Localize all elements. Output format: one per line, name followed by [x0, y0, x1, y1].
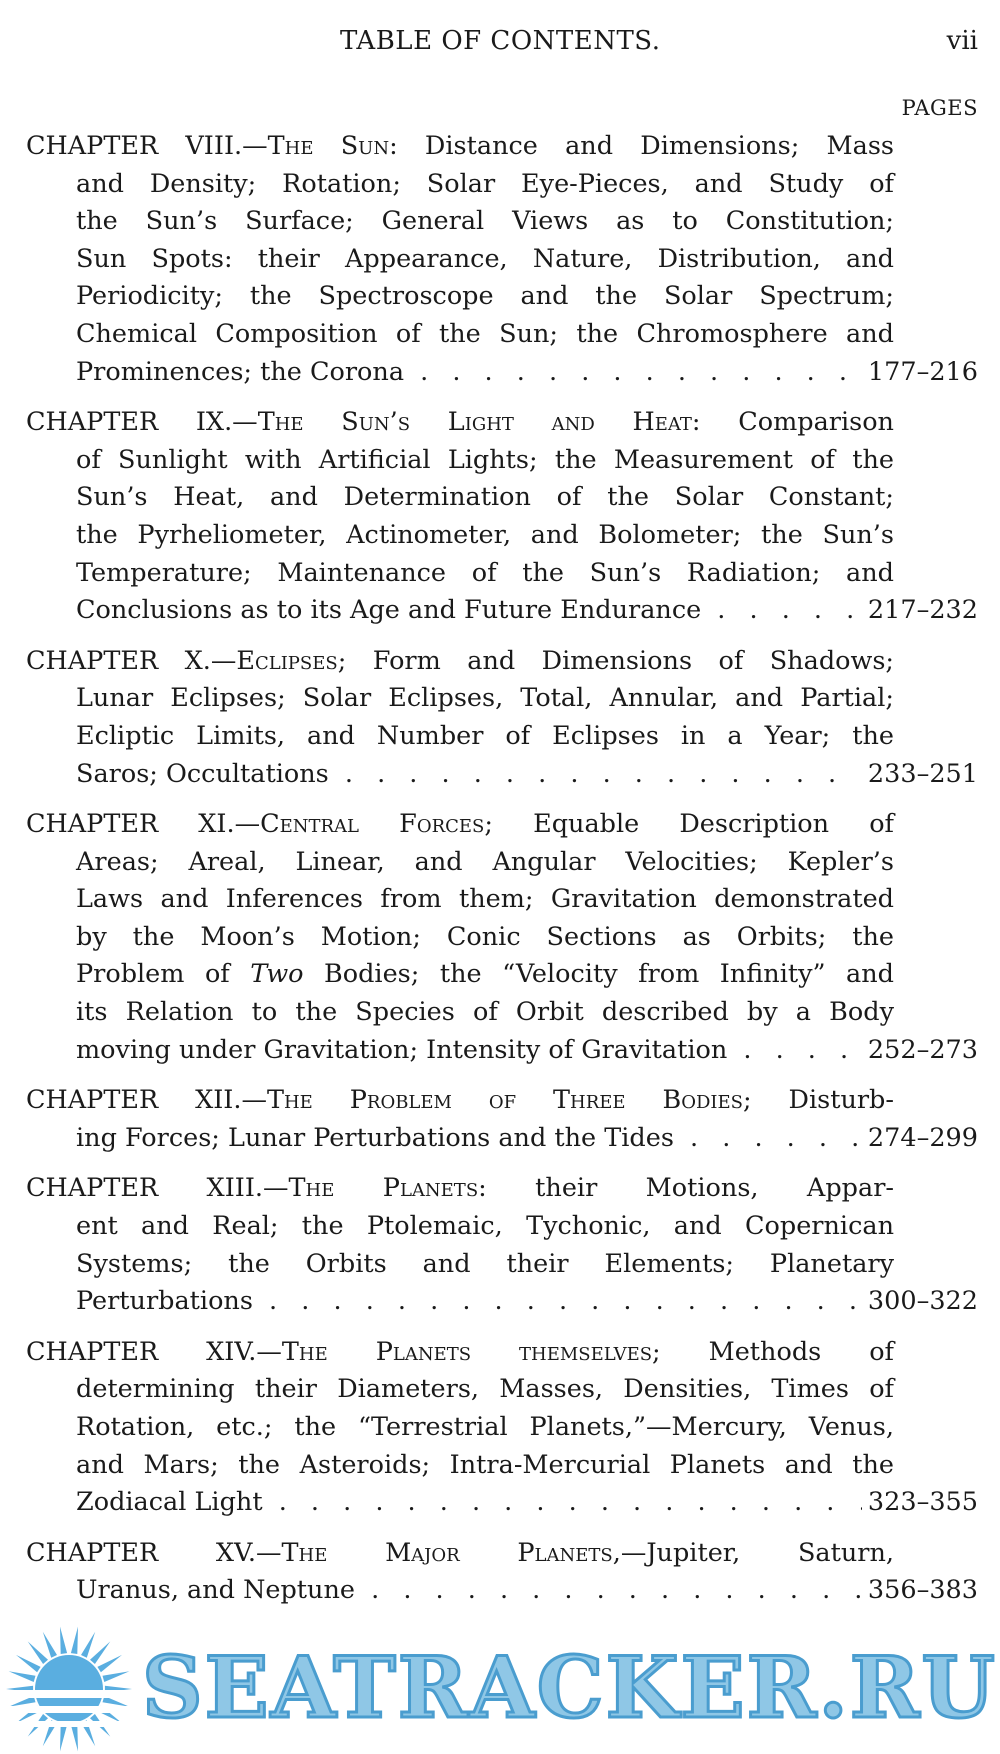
watermark-text: SEATRACKER.RU [142, 1638, 997, 1737]
toc-page-range: 274–299 [862, 1120, 978, 1158]
sun-ray [28, 1641, 48, 1664]
toc-line [26, 994, 978, 1032]
toc-line-text: moving under Gravitation; Intensity of Gravitation . . . [76, 1032, 978, 1070]
toc-page-range: 300–322 [862, 1283, 978, 1321]
toc-line-text: Periodicity; the Spectroscope and the Solar Spectrum; [76, 281, 894, 312]
toc-line [26, 203, 978, 241]
toc-line [26, 1371, 978, 1409]
sun-ray [60, 1724, 67, 1751]
sun-ray [9, 1671, 36, 1682]
toc-line [26, 555, 978, 593]
toc-line [26, 1572, 978, 1610]
toc-entry [26, 404, 978, 630]
toc-line-text: Conclusions as to its Age and Future Endurance . . . [76, 592, 978, 630]
toc-line [26, 643, 978, 681]
toc-page-range: 177–216 [862, 354, 978, 392]
toc-line-text: CHAPTER XV.—The Major Planets,—Jupiter, Saturn, [26, 1537, 895, 1568]
toc-line-text: Temperature; Maintenance of the Sun’s Radiation; and [76, 557, 894, 588]
toc-line-text: Prominences; the Corona . . . [76, 354, 978, 392]
toc-line [26, 354, 978, 392]
toc-line [26, 1535, 978, 1573]
toc-page-range: 323–355 [862, 1484, 978, 1522]
toc-line [26, 592, 978, 630]
toc-entry [26, 128, 978, 391]
toc-line [26, 1409, 978, 1447]
toc-line [26, 128, 978, 166]
toc-line-text: CHAPTER IX.—The Sun’s Light and Heat: Comparison [26, 407, 894, 438]
sun-ray [103, 1671, 130, 1682]
toc-line [26, 1447, 978, 1485]
watermark [0, 1620, 1000, 1750]
toc-line [26, 1246, 978, 1284]
toc-line-text: CHAPTER XII.—The Problem of Three Bodies; Disturb- [26, 1085, 894, 1116]
toc-line [26, 166, 978, 204]
toc-line-text: Areas; Areal, Linear, and Angular Velocities; Kepler’s [76, 846, 894, 877]
toc-line [26, 1170, 978, 1208]
toc-line-text: Uranus, and Neptune . . . [76, 1572, 978, 1610]
toc-line [26, 1082, 978, 1120]
toc-entry [26, 1082, 978, 1157]
page-title: TABLE OF CONTENTS. [340, 26, 661, 56]
toc-line-text: CHAPTER XIII.—The Planets: their Motions, Appar- [26, 1173, 895, 1204]
toc-line-text: ing Forces; Lunar Perturbations and the Tides . . . [76, 1120, 978, 1158]
toc-line-text: Ecliptic Limits, and Number of Eclipses in a Year; the [76, 720, 894, 751]
toc-line [26, 1283, 978, 1321]
toc-line-text: its Relation to the Species of Orbit described by a Body [76, 997, 894, 1028]
toc-line-text: Problem of Two Bodies; the “Velocity from Infinity” and [76, 959, 894, 990]
toc-line-text: Systems; the Orbits and their Elements; Planetary [76, 1248, 894, 1279]
sun-ray [60, 1627, 67, 1654]
toc-line [26, 919, 978, 957]
toc-line [26, 1334, 978, 1372]
toc-line-text: determining their Diameters, Masses, Densities, Times of [76, 1374, 894, 1405]
toc-line [26, 241, 978, 279]
toc-line-text: Sun’s Heat, and Determination of the Solar Constant; [76, 482, 894, 513]
toc-page-range: 233–251 [862, 756, 978, 794]
toc-line [26, 756, 978, 794]
toc-line [26, 1208, 978, 1246]
toc-entry [26, 643, 978, 793]
toc-line [26, 316, 978, 354]
toc-line [26, 1032, 978, 1070]
page-number: vii [946, 26, 978, 56]
toc-line [26, 517, 978, 555]
toc-line-text: Laws and Inferences from them; Gravitation demonstrated [76, 884, 894, 915]
pages-column-label: PAGES [901, 96, 978, 120]
toc-line [26, 1484, 978, 1522]
toc-line-text: CHAPTER X.—Eclipses; Form and Dimensions of Shadows; [26, 645, 894, 676]
sun-ray [71, 1627, 78, 1654]
toc-line [26, 278, 978, 316]
toc-line-text: Zodiacal Light . . . [76, 1484, 978, 1522]
toc-line-text: Chemical Composition of the Sun; the Chromosphere and [76, 318, 894, 349]
toc-entry [26, 1535, 978, 1610]
toc-line [26, 680, 978, 718]
toc-line-text: and Mars; the Asteroids; Intra-Mercurial Planets and the [76, 1449, 894, 1480]
toc-line-text: the Pyrheliometer, Actinometer, and Bolometer; the Sun’s [76, 519, 894, 550]
toc-line [26, 844, 978, 882]
toc-page-range: 252–273 [862, 1032, 978, 1070]
table-of-contents [26, 128, 978, 1623]
toc-page-range: 217–232 [862, 592, 978, 630]
toc-line-text: by the Moon’s Motion; Conic Sections as Orbits; the [76, 921, 894, 952]
toc-line-text: Saros; Occultations . . . [76, 756, 978, 794]
toc-page-range: 356–383 [862, 1572, 978, 1610]
toc-line-text: ent and Real; the Ptolemaic, Tychonic, and Copernican [76, 1211, 894, 1242]
sun-ray [16, 1655, 41, 1672]
toc-line [26, 404, 978, 442]
toc-line [26, 1120, 978, 1158]
toc-line [26, 806, 978, 844]
toc-line-text: CHAPTER XIV.—The Planets themselves; Methods of [26, 1336, 894, 1367]
sun-ray [81, 1632, 95, 1658]
toc-line [26, 442, 978, 480]
toc-line [26, 718, 978, 756]
toc-line-text: CHAPTER VIII.—The Sun: Distance and Dimensions; Mass [26, 131, 895, 161]
toc-entry [26, 806, 978, 1069]
toc-line [26, 881, 978, 919]
toc-line-text: Perturbations . . . [76, 1283, 978, 1321]
toc-line-text: Sun Spots: their Appearance, Nature, Distribution, and [76, 243, 894, 274]
sun-ray [97, 1655, 122, 1672]
toc-line-text: Rotation, etc.; the “Terrestrial Planets,”—Mercury, Venus, [76, 1412, 894, 1442]
toc-line-text: CHAPTER XI.—Central Forces; Equable Description of [26, 809, 894, 840]
toc-entry [26, 1170, 978, 1320]
sun-ray [43, 1632, 57, 1658]
toc-line-text: of Sunlight with Artificial Lights; the Measurement of the [76, 444, 894, 475]
sun-logo-icon [4, 1624, 134, 1754]
toc-line-text: and Density; Rotation; Solar Eye-Pieces, and Study of [76, 168, 894, 199]
toc-line-text: the Sun’s Surface; General Views as to Constitution; [76, 206, 894, 237]
toc-entry [26, 1334, 978, 1522]
toc-line [26, 479, 978, 517]
toc-line [26, 956, 978, 994]
toc-line-text: Lunar Eclipses; Solar Eclipses, Total, Annular, and Partial; [76, 683, 894, 714]
page-header [0, 22, 1000, 62]
sun-ray [90, 1641, 110, 1664]
sun-ray [71, 1724, 78, 1751]
